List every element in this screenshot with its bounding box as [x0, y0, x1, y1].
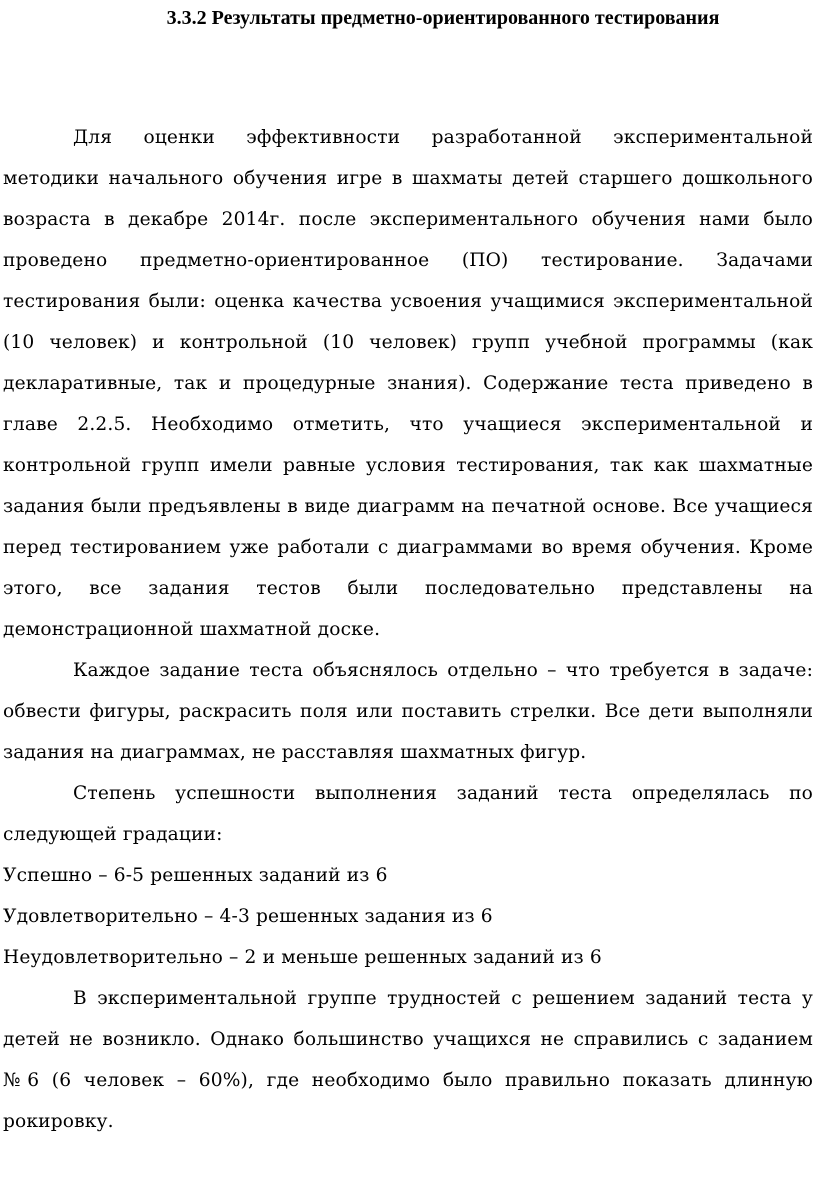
paragraph-results: В экспериментальной группе трудностей с решением заданий теста у детей не возникло. Однако большинство учащихся не справились с заданием №6 (6 человек – 60%), где необходимо было правильно показать длинную рокировку.	[3, 988, 813, 1132]
section-heading: 3.3.2 Результаты предметно-ориентированного тестирования	[166, 7, 720, 29]
document-body	[3, 117, 813, 1142]
paragraph-grading-intro: Степень успешности выполнения заданий теста определялась по следующей градации:	[3, 783, 813, 845]
paragraph-task-explanation: Каждое задание теста объяснялось отдельно – что требуется в задаче: обвести фигуры, раскрасить поля или поставить стрелки. Все дети выполняли задания на диаграммах, не расставляя шахматных фигур.	[3, 660, 813, 763]
grade-unsatisfactory: Неудовлетворительно – 2 и меньше решенных заданий из 6	[3, 947, 602, 968]
grade-satisfactory: Удовлетворительно – 4-3 решенных задания из 6	[3, 906, 493, 927]
paragraph-methodology: Для оценки эффективности разработанной экспериментальной методики начального обучения игре в шахматы детей старшего дошкольного возраста в декабре 2014г. после экспериментального обучения нами было проведено предметно-ориентированное (ПО) тестирование. Задачами тестирования были: оценка качества усвоения учащимися экспериментальной (10 человек) и контрольной (10 человек) групп учебной программы (как декларативные, так и процедурные знания). Содержание теста приведено в главе 2.2.5. Необходимо отметить, что учащиеся экспериментальной и контрольной групп имели равные условия тестирования, так как шахматные задания были предъявлены в виде диаграмм на печатной основе. Все учащиеся перед тестированием уже работали с диаграммами во время обучения. Кроме этого, все задания тестов были последовательно представлены на демонстрационной шахматной доске.	[3, 127, 813, 640]
grade-success: Успешно – 6-5 решенных заданий из 6	[3, 865, 388, 886]
